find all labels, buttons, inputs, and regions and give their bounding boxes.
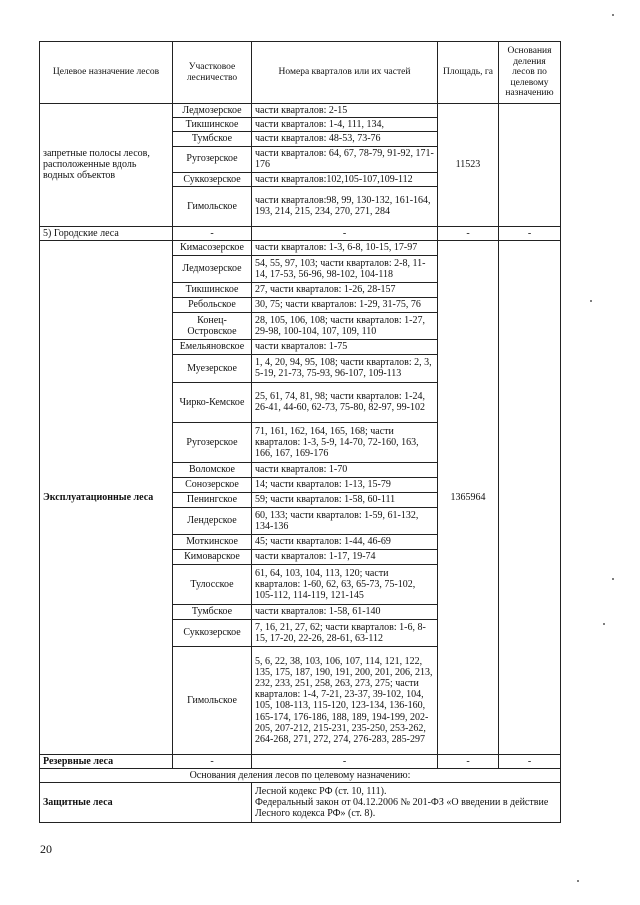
quarters-cell: 14; части кварталов: 1-13, 15-79: [252, 477, 438, 492]
area-cell: 1365964: [438, 240, 499, 754]
quarters-dash: -: [252, 754, 438, 768]
quarters-dash: -: [252, 226, 438, 240]
quarters-cell: 45; части кварталов: 1-44, 46-69: [252, 534, 438, 549]
header-area: Площадь, га: [438, 42, 499, 104]
scan-speck: [603, 623, 605, 625]
forestry-cell: Тумбское: [173, 132, 252, 146]
basis-heading: Основания деления лесов по целевому назначению:: [40, 769, 561, 783]
basis-text-cell: [252, 783, 561, 823]
quarters-cell: части кварталов:98, 99, 130-132, 161-164, 193, 214, 215, 234, 270, 271, 284: [252, 186, 438, 226]
quarters-cell: 71, 161, 162, 164, 165, 168; части кварталов: 1-3, 5-9, 14-70, 72-160, 163, 166, 167, 169-176: [252, 422, 438, 462]
area-cell: 11523: [438, 104, 499, 227]
forestry-cell: Конец-Островское: [173, 312, 252, 339]
quarters-cell: 1, 4, 20, 94, 95, 108; части кварталов: 2, 3, 5-19, 21-73, 75-93, 96-107, 109-113: [252, 354, 438, 382]
forestry-cell: Чирко-Кемское: [173, 382, 252, 422]
forestry-cell: Кимасозерское: [173, 240, 252, 255]
header-purpose: Целевое назначение лесов: [40, 42, 173, 104]
table-row: [40, 769, 561, 783]
forestry-cell: Ругозерское: [173, 146, 252, 172]
scan-speck: [590, 300, 592, 302]
table-row: [40, 240, 561, 255]
quarters-cell: 54, 55, 97, 103; части кварталов: 2-8, 11-14, 17-53, 56-96, 98-102, 104-118: [252, 255, 438, 282]
header-basis: Основания деления лесов по целевому назначению: [499, 42, 561, 104]
quarters-cell: части кварталов: 1-58, 61-140: [252, 604, 438, 619]
quarters-cell: 28, 105, 106, 108; части кварталов: 1-27, 29-98, 100-104, 107, 109, 110: [252, 312, 438, 339]
table-header-row: [40, 42, 561, 104]
table-row: [40, 226, 561, 240]
forestry-dash: -: [173, 226, 252, 240]
quarters-cell: части кварталов: 1-75: [252, 339, 438, 354]
quarters-cell: части кварталов: 1-4, 111, 134,: [252, 118, 438, 132]
forestry-cell: Гимольское: [173, 646, 252, 754]
forestry-cell: Емельяновское: [173, 339, 252, 354]
area-dash: -: [438, 226, 499, 240]
forestry-cell: Кимоварское: [173, 549, 252, 564]
forestry-cell: Пенингское: [173, 492, 252, 507]
forestry-cell: Тикшинское: [173, 282, 252, 297]
table-row: [40, 783, 561, 823]
quarters-cell: части кварталов:102,105-107,109-112: [252, 172, 438, 186]
basis-cell: [499, 104, 561, 227]
area-dash: -: [438, 754, 499, 768]
purpose-cell: 5) Городские леса: [40, 226, 173, 240]
table-row: [40, 754, 561, 768]
header-quarters: Номера кварталов или их частей: [252, 42, 438, 104]
forestry-dash: -: [173, 754, 252, 768]
forestry-cell: Ребольское: [173, 297, 252, 312]
quarters-cell: 61, 64, 103, 104, 113, 120; части кварталов: 1-60, 62, 63, 65-73, 75-102, 105-112, 114-119, 121-145: [252, 564, 438, 604]
basis-line: Федеральный закон от 04.12.2006 № 201-ФЗ «О введении в действие Лесного кодекса РФ» (ст. 8).: [255, 797, 549, 820]
forestry-cell: Тулосское: [173, 564, 252, 604]
purpose-cell: Защитные леса: [40, 783, 252, 823]
forestry-cell: Муезерское: [173, 354, 252, 382]
quarters-cell: части кварталов: 64, 67, 78-79, 91-92, 171-176: [252, 146, 438, 172]
forestry-cell: Ругозерское: [173, 422, 252, 462]
forestry-cell: Тумбское: [173, 604, 252, 619]
quarters-cell: части кварталов: 2-15: [252, 104, 438, 118]
header-forestry: Участковое лесничество: [173, 42, 252, 104]
forestry-cell: Лендерское: [173, 507, 252, 534]
forestry-cell: Суккозерское: [173, 172, 252, 186]
quarters-cell: 27, части кварталов: 1-26, 28-157: [252, 282, 438, 297]
quarters-cell: части кварталов: 1-3, 6-8, 10-15, 17-97: [252, 240, 438, 255]
forestry-cell: Суккозерское: [173, 619, 252, 646]
forestry-cell: Моткинское: [173, 534, 252, 549]
forestry-cell: Ледмозерское: [173, 104, 252, 118]
forest-purpose-table: [39, 41, 561, 823]
purpose-cell: запретные полосы лесов, расположенные вдоль водных объектов: [40, 104, 173, 227]
quarters-cell: части кварталов: 1-17, 19-74: [252, 549, 438, 564]
purpose-cell: Эксплуатационные леса: [40, 240, 173, 754]
table-row: [40, 104, 561, 118]
quarters-cell: 7, 16, 21, 27, 62; части кварталов: 1-6, 8-15, 17-20, 22-26, 28-61, 63-112: [252, 619, 438, 646]
quarters-cell: 25, 61, 74, 81, 98; части кварталов: 1-24, 26-41, 44-60, 62-73, 75-80, 82-97, 99-102: [252, 382, 438, 422]
forestry-cell: Воломское: [173, 462, 252, 477]
quarters-cell: 60, 133; части кварталов: 1-59, 61-132, 134-136: [252, 507, 438, 534]
scan-speck: [612, 578, 614, 580]
page-number: 20: [40, 842, 52, 856]
forestry-cell: Ледмозерское: [173, 255, 252, 282]
quarters-cell: 5, 6, 22, 38, 103, 106, 107, 114, 121, 122, 135, 175, 187, 190, 191, 200, 201, 206, 213, 232, 233, 251, 258, 263, 273, 275; части кварталов: 1-4, 7-21, 23-37, 39-102, 104, 105, 108-113, 115-120, 123-134, 136-160, 165-174, 176-186, 188, 189, 194-199, 202-205, 207-212, 215-231, 235-250, 253-262, 264-268, 271, 272, 274, 276-283, 285-297: [252, 646, 438, 754]
forestry-cell: Тикшинское: [173, 118, 252, 132]
basis-dash: -: [499, 226, 561, 240]
forestry-cell: Гимольское: [173, 186, 252, 226]
quarters-cell: части кварталов: 1-70: [252, 462, 438, 477]
quarters-cell: 59; части кварталов: 1-58, 60-111: [252, 492, 438, 507]
scan-speck: [612, 14, 614, 16]
basis-dash: -: [499, 754, 561, 768]
basis-line: Лесной кодекс РФ (ст. 10, 111).: [255, 786, 387, 798]
basis-cell: [499, 240, 561, 754]
forestry-cell: Сонозерское: [173, 477, 252, 492]
scan-speck: [577, 880, 579, 882]
purpose-cell: Резервные леса: [40, 754, 173, 768]
quarters-cell: части кварталов: 48-53, 73-76: [252, 132, 438, 146]
quarters-cell: 30, 75; части кварталов: 1-29, 31-75, 76: [252, 297, 438, 312]
